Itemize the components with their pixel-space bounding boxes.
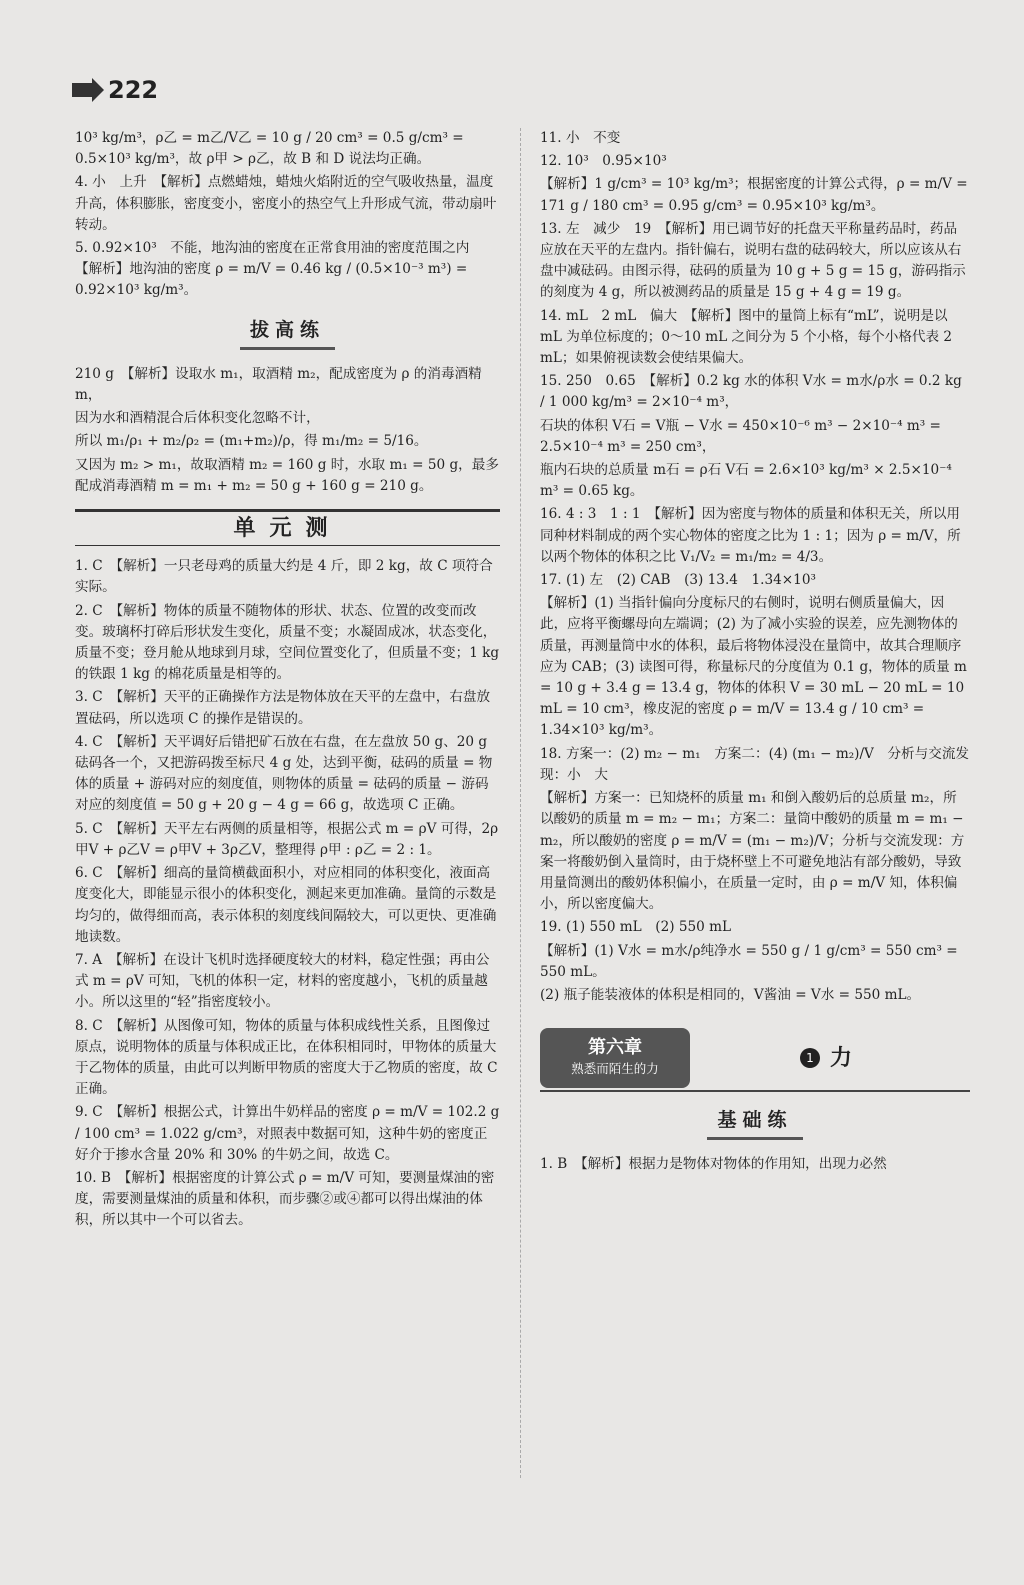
answer-item: 瓶内石块的总质量 m石 = ρ石 V石 = 2.6×10³ kg/m³ × 2.5×10⁻⁴ m³ = 0.65 kg。	[540, 462, 952, 500]
lesson-number-icon: 1	[800, 1048, 820, 1068]
page-number: 222	[72, 76, 158, 104]
right-column	[540, 128, 970, 1488]
answer-item: 16. 4 : 3 1 : 1 【解析】因为密度与物体的质量和体积无关，所以用同种材料制成的两个实心物体的密度之比为 1 : 1；因为 ρ = m/V，所以两个物体的体积之比 V₁/V₂ = m₁/m₂ = 4/3。	[540, 506, 961, 565]
column-divider	[520, 128, 521, 1478]
unit-test-title: 单元测	[75, 509, 500, 546]
answer-item: 石块的体积 V石 = V瓶 − V水 = 450×10⁻⁶ m³ − 2×10⁻⁴ m³ = 2.5×10⁻⁴ m³ = 250 cm³，	[540, 417, 941, 455]
answer-item: 又因为 m₂ > m₁，故取酒精 m₂ = 160 g 时，水取 m₁ = 50 g，最多配成消毒酒精 m = m₁ + m₂ = 50 g + 160 g = 210 g。	[75, 456, 499, 494]
answer-item: 【解析】1 g/cm³ = 10³ kg/m³；根据密度的计算公式得，ρ = m/V = 171 g / 180 cm³ = 0.95 g/cm³ = 0.95×10³ kg/m³。	[540, 176, 968, 214]
answer-item: 11. 小 不变	[540, 130, 621, 146]
answer-item: 10³ kg/m³，ρ乙 = m乙/V乙 = 10 g / 20 cm³ = 0.5 g/cm³ = 0.5×10³ kg/m³，故 ρ甲 > ρ乙，故 B 和 D 说法均正确。	[75, 130, 464, 168]
chapter-badge	[540, 1028, 690, 1088]
answer-item: 4. 小 上升 【解析】点燃蜡烛，蜡烛火焰附近的空气吸收热量，温度升高，体积膨胀，密度变小，密度小的热空气上升形成气流，带动扇叶转动。	[75, 174, 497, 233]
answer-item: 18. 方案一：(2) m₂ − m₁ 方案二：(4) (m₁ − m₂)/V 分析与交流发现：小 大	[540, 745, 970, 783]
chapter-subtitle: 熟悉而陌生的力	[571, 1061, 659, 1077]
answer-item: 12. 10³ 0.95×10³	[540, 153, 667, 170]
answer-item: 19. (1) 550 mL (2) 550 mL	[540, 919, 732, 936]
answer-item: 2. C 【解析】物体的质量不随物体的形状、状态、位置的改变而改变。玻璃杯打碎后形状发生变化，质量不变；水凝固成冰，状态变化，质量不变；登月舱从地球到月球，空间位置变化了，但质量不变；1 kg 的铁跟 1 kg 的棉花质量是相等的。	[75, 602, 500, 683]
answer-item: 9. C 【解析】根据公式，计算出牛奶样品的密度 ρ = m/V = 102.2 g / 100 cm³ = 1.022 g/cm³，对照表中数据可知，这种牛奶的密度正好介于掺水含量 20% 和 30% 的牛奶之间，故选 C。	[75, 1104, 500, 1163]
answer-item: 4. C 【解析】天平调好后错把矿石放在右盘，在左盘放 50 g、20 g 砝码各一个，又把游码拨至标尺 4 g 处，达到平衡，砝码的质量 = 物体的质量 + 游码对应的刻度值，则物体的质量 = 砝码的质量 − 游码对应的刻度值 = 50 g + 20 g − 4 g = 66 g，故选项 C 正确。	[75, 733, 493, 814]
answer-item: 210 g 【解析】设取水 m₁，取酒精 m₂，配成密度为 ρ 的消毒酒精 m，	[75, 365, 482, 404]
lesson-title: 力	[830, 1045, 853, 1071]
left-column	[75, 128, 500, 1488]
chapter-label: 第六章	[588, 1036, 642, 1058]
answer-item: 6. C 【解析】细高的量筒横截面积小，对应相同的体积变化，液面高度变化大，即能显示很小的体积变化，测起来更加准确。量筒的示数是均匀的，做得细而高，表示体积的刻度线间隔较大，可以更快、更准确地读数。	[75, 865, 497, 945]
answer-item: 8. C 【解析】从图像可知，物体的质量与体积成线性关系，且图像过原点，说明物体的质量与体积成正比，在体积相同时，甲物体的质量大于乙物体的质量，由此可以判断甲物质的密度大于乙物质的密度，故 C 正确。	[75, 1017, 498, 1098]
answer-item: 【解析】(1) V水 = m水/ρ纯净水 = 550 g / 1 g/cm³ = 550 cm³ = 550 mL。	[540, 942, 958, 980]
answer-item: 14. mL 2 mL 偏大 【解析】图中的量筒上标有“mL”，说明是以 mL 为单位标度的；0～10 mL 之间分为 5 个小格，每个小格代表 2 mL；如果俯视读数会使结果偏大。	[540, 307, 953, 367]
section-title: 基础练	[540, 1110, 970, 1140]
answer-item: 13. 左 减少 19 【解析】用已调节好的托盘天平称量药品时，药品应放在天平的左盘内。指针偏右，说明右盘的砝码较大，所以应该从右盘中减砝码。由图示得，砝码的质量为 10 g + 5 g = 15 g，游码指示的刻度为 4 g，所以被测药品的质量是 15 g + 4 g = 19 g。	[540, 220, 966, 301]
answer-item: 7. A 【解析】在设计飞机时选择硬度较大的材料，稳定性强；再由公式 m = ρV 可知，飞机的体积一定，材料的密度越小，飞机的质量越小。所以这里的“轻”指密度较小。	[75, 951, 490, 1011]
answer-item: 【解析】方案一：已知烧杯的质量 m₁ 和倒入酸奶后的总质量 m₂，所以酸奶的质量 m = m₂ − m₁；方案二：量筒中酸奶的质量 m = m₁ − m₂，所以酸奶的密度 ρ = m/V = (m₁ − m₂)/V；分析与交流发现：方案一将酸奶倒入量筒时，由于烧杯壁上不可避免地沾有部分酸奶，导致用量筒测出的酸奶体积偏小，在质量一定时，由 ρ = m/V 知，体积偏小，所以密度偏大。	[540, 790, 965, 913]
chapter-header	[540, 1026, 970, 1092]
answer-item: 1. B 【解析】根据力是物体对物体的作用知，出现力必然	[540, 1156, 887, 1173]
arrow-icon	[72, 83, 94, 97]
answer-item: 3. C 【解析】天平的正确操作方法是物体放在天平的左盘中，右盘放置砝码，所以选项 C 的操作是错误的。	[75, 689, 491, 727]
answer-item: 因为水和酒精混合后体积变化忽略不计，	[75, 410, 320, 427]
answer-item: 【解析】(1) 当指针偏向分度标尺的右侧时，说明右侧质量偏大，因此，应将平衡螺母向左端调；(2) 为了减小实验的误差，应先测物体的质量，再测量筒中水的体积，最后将物体浸没在量筒中，故其合理顺序应为 CAB；(3) 读图可得，称量标尺的分度值为 0.1 g，物体的质量 m = 10 g + 3.4 g = 13.4 g，物体的体积 V = 30 mL − 20 mL = 10 mL = 10 cm³，橡皮泥的密度 ρ = m/V = 13.4 g / 10 cm³ = 1.34×10³ kg/m³。	[540, 595, 967, 739]
answer-item: 5. 0.92×10³ 不能，地沟油的密度在正常食用油的密度范围之内 【解析】地沟油的密度 ρ = m/V = 0.46 kg / (0.5×10⁻³ m³) = 0.92×10³ kg/m³。	[75, 240, 483, 299]
answer-item: 5. C 【解析】天平左右两侧的质量相等，根据公式 m = ρV 可得，2ρ甲V + ρ乙V = ρ甲V + 3ρ乙V，整理得 ρ甲 : ρ乙 = 2 : 1。	[75, 820, 499, 858]
section-title: 拔高练	[75, 320, 500, 350]
answer-item: 17. (1) 左 (2) CAB (3) 13.4 1.34×10³	[540, 572, 816, 589]
answer-item: 所以 m₁/ρ₁ + m₂/ρ₂ = (m₁+m₂)/ρ，得 m₁/m₂ = 5/16。	[75, 433, 428, 450]
answer-item: (2) 瓶子能装液体的体积是相同的，V酱油 = V水 = 550 mL。	[540, 986, 921, 1003]
answer-item: 15. 250 0.65 【解析】0.2 kg 水的体积 V水 = m水/ρ水 = 0.2 kg / 1 000 kg/m³ = 2×10⁻⁴ m³，	[540, 373, 962, 411]
answer-item: 10. B 【解析】根据密度的计算公式 ρ = m/V 可知，要测量煤油的密度，需要测量煤油的质量和体积，而步骤②或④都可以得出煤油的体积，所以其中一个可以省去。	[75, 1169, 495, 1229]
answer-item: 1. C 【解析】一只老母鸡的质量大约是 4 斤，即 2 kg，故 C 项符合实际。	[75, 558, 493, 596]
